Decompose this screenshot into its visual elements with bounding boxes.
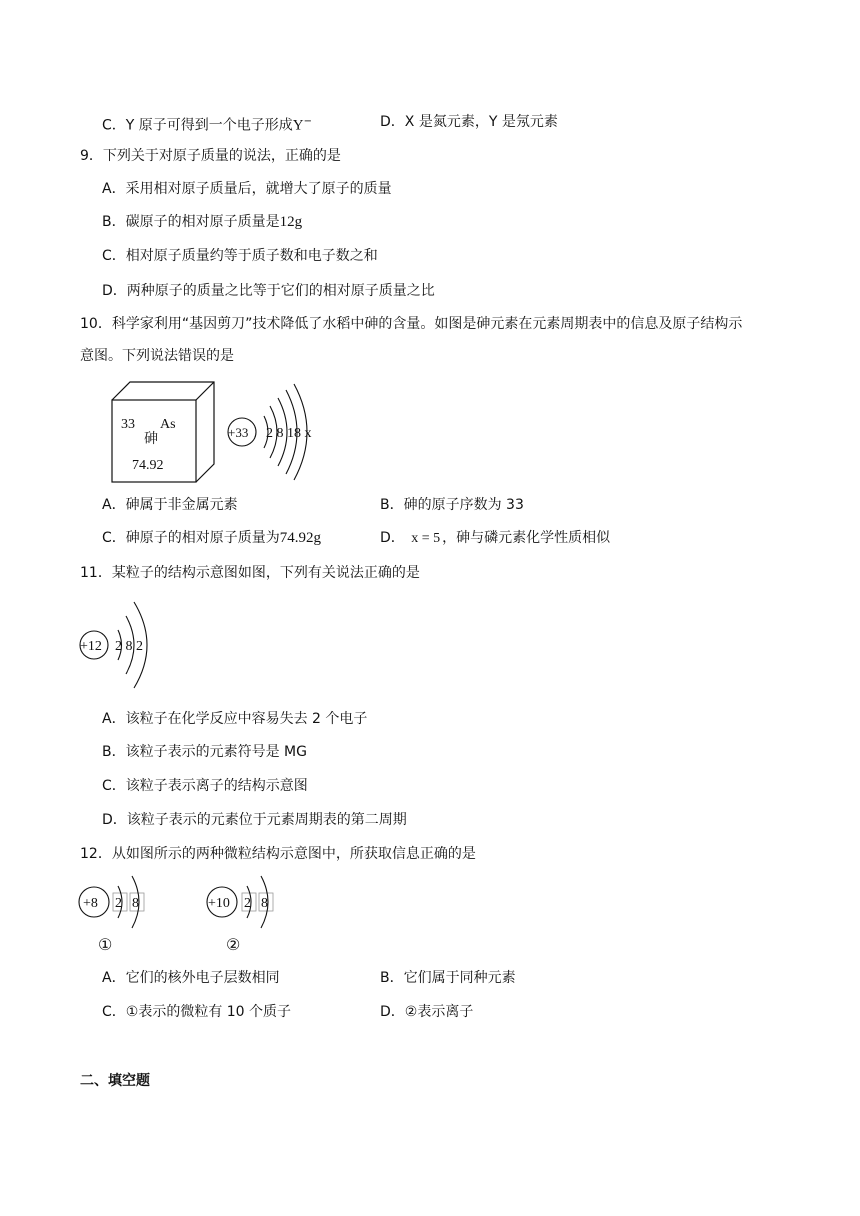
q11-option-c: C．该粒子表示离子的结构示意图 — [102, 778, 308, 794]
p2-nucleus-charge: +10 — [208, 896, 230, 911]
p2-label: ② — [226, 937, 241, 954]
p2-shell-1: 2 — [244, 896, 251, 911]
section-2-title: 二、填空题 — [80, 1073, 150, 1089]
q10-figure — [100, 370, 340, 490]
particle-2-diagram — [207, 876, 273, 954]
q8-option-c-sup: − — [303, 116, 313, 127]
q10-option-d-label: D． — [380, 530, 405, 546]
element-number: 33 — [121, 417, 135, 432]
p1-nucleus-charge: +8 — [83, 896, 98, 911]
as-shell-electrons: 2 8 18 x — [266, 426, 312, 441]
as-nucleus-charge: +33 — [228, 425, 249, 440]
q10-option-c-text: C．砷原子的相对原子质量为 — [102, 530, 280, 546]
q12-option-a: A．它们的核外电子层数相同 — [102, 970, 280, 986]
q11-option-a: A．该粒子在化学反应中容易失去 2 个电子 — [102, 711, 368, 727]
element-cell — [112, 382, 214, 482]
particle-1-diagram — [79, 876, 144, 954]
element-name: 砷 — [144, 432, 158, 447]
element-symbol: As — [160, 417, 176, 432]
mg-nucleus-charge: +12 — [80, 639, 102, 654]
element-mass: 74.92 — [132, 458, 164, 473]
q12-option-d: D．②表示离子 — [380, 1004, 474, 1020]
q8-option-c-text: C．Y 原子可得到一个电子形成 — [102, 117, 293, 134]
q9-option-d: D．两种原子的质量之比等于它们的相对原子质量之比 — [102, 283, 435, 299]
q9-option-a: A．采用相对原子质量后，就增大了原子的质量 — [102, 181, 392, 197]
q9-option-b-text: B．碳原子的相对原子质量是 — [102, 214, 280, 230]
q12-stem: 12．从如图所示的两种微粒结构示意图中，所获取信息正确的是 — [80, 846, 476, 862]
q12-figure — [74, 870, 294, 960]
q12-option-b: B．它们属于同种元素 — [380, 970, 516, 986]
p1-shell-1: 2 — [115, 896, 122, 911]
q8-option-c — [102, 112, 312, 136]
p2-shell-2: 8 — [261, 896, 268, 911]
mg-shell-electrons: 2 8 2 — [115, 639, 143, 654]
q11-option-d: D．该粒子表示的元素位于元素周期表的第二周期 — [102, 812, 407, 828]
p1-label: ① — [98, 937, 113, 954]
q9-option-b — [102, 212, 302, 232]
q12-option-c: C．①表示的微粒有 10 个质子 — [102, 1004, 292, 1020]
q10-option-c — [102, 528, 321, 548]
q10-option-d — [380, 528, 610, 549]
q10-option-a: A．砷属于非金属元素 — [102, 497, 238, 513]
q10-option-b: B．砷的原子序数为 33 — [380, 497, 524, 513]
as-atom-diagram — [228, 384, 312, 480]
q9-option-c: C．相对原子质量约等于质子数和电子数之和 — [102, 248, 378, 264]
q11-stem: 11．某粒子的结构示意图如图，下列有关说法正确的是 — [80, 565, 420, 581]
q10-option-d-eq: x = 5 — [411, 531, 441, 546]
p1-shell-2: 8 — [132, 896, 139, 911]
q10-option-d-rest: ，砷与磷元素化学性质相似 — [442, 530, 611, 546]
q8-option-d: D．X 是氮元素，Y 是氖元素 — [380, 114, 558, 130]
q9-option-b-value: 12g — [279, 214, 303, 230]
q10-stem-line2: 意图。下列说法错误的是 — [80, 348, 234, 364]
mg-atom-diagram — [80, 602, 147, 688]
q11-option-b: B．该粒子表示的元素符号是 MG — [102, 744, 307, 760]
q10-option-c-value: 74.92g — [279, 530, 322, 546]
q9-stem: 9．下列关于对原子质量的说法，正确的是 — [80, 148, 341, 164]
q10-stem-line1: 10．科学家利用“基因剪刀”技术降低了水稻中砷的含量。如图是砷元素在元素周期表中的信息及原子结构示 — [80, 316, 743, 332]
q8-option-c-ion: Y — [292, 117, 304, 134]
q11-figure — [74, 590, 174, 700]
